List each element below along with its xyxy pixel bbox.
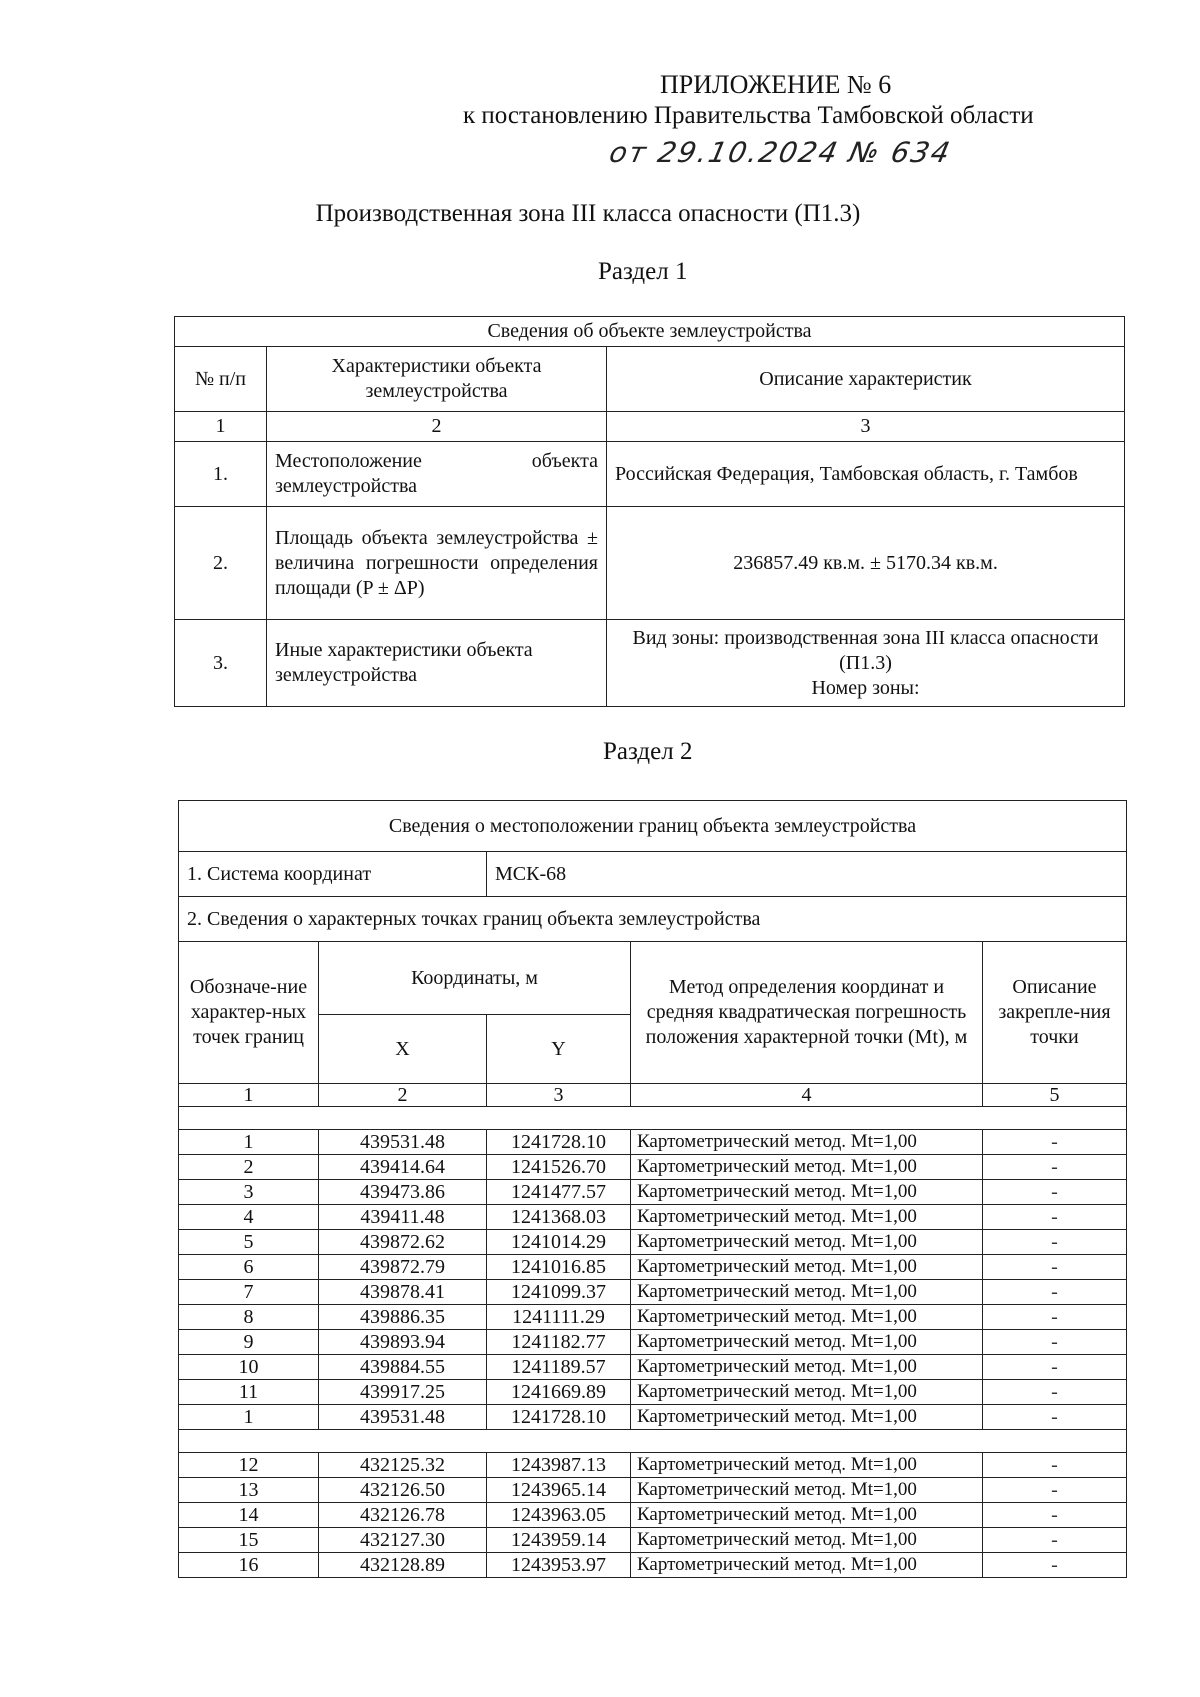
point-description: - bbox=[983, 1130, 1127, 1155]
section2-title: Раздел 2 bbox=[603, 738, 693, 765]
point-method: Картометрический метод. Mt=1,00 bbox=[631, 1553, 983, 1578]
group-separator-row bbox=[179, 1430, 1127, 1453]
point-method: Картометрический метод. Mt=1,00 bbox=[631, 1230, 983, 1255]
col-number: 3 bbox=[487, 1084, 631, 1107]
row-characteristic: Площадь объекта землеустройства ± величина погрешности определения площади (P ± ΔP) bbox=[267, 507, 607, 620]
zone-type: Вид зоны: производственная зона III класса опасности (П1.3) bbox=[632, 626, 1099, 674]
table-row bbox=[179, 1155, 1127, 1180]
point-description: - bbox=[983, 1478, 1127, 1503]
point-description: - bbox=[983, 1280, 1127, 1305]
group-separator bbox=[179, 1107, 1127, 1130]
point-x: 439473.86 bbox=[319, 1180, 487, 1205]
point-x: 439872.79 bbox=[319, 1255, 487, 1280]
point-y: 1241014.29 bbox=[487, 1230, 631, 1255]
point-x: 432125.32 bbox=[319, 1453, 487, 1478]
point-description: - bbox=[983, 1405, 1127, 1430]
point-x: 439411.48 bbox=[319, 1205, 487, 1230]
point-x: 439917.25 bbox=[319, 1380, 487, 1405]
table-row bbox=[179, 1405, 1127, 1430]
point-method: Картометрический метод. Mt=1,00 bbox=[631, 1478, 983, 1503]
point-designation: 1 bbox=[179, 1130, 319, 1155]
land-object-table bbox=[174, 316, 1125, 707]
point-description: - bbox=[983, 1453, 1127, 1478]
group-separator bbox=[179, 1430, 1127, 1453]
col-number: 2 bbox=[267, 412, 607, 442]
point-designation: 14 bbox=[179, 1503, 319, 1528]
col-number: 3 bbox=[607, 412, 1125, 442]
header-method: Метод определения координат и средняя квадратическая погрешность положения характерной точки (Mt), м bbox=[631, 942, 983, 1084]
point-description: - bbox=[983, 1205, 1127, 1230]
point-y: 1243963.05 bbox=[487, 1503, 631, 1528]
point-y: 1241189.57 bbox=[487, 1355, 631, 1380]
point-method: Картометрический метод. Mt=1,00 bbox=[631, 1255, 983, 1280]
row-number: 1. bbox=[175, 442, 267, 507]
section1-title: Раздел 1 bbox=[598, 258, 688, 285]
table-row bbox=[175, 507, 1125, 620]
point-method: Картометрический метод. Mt=1,00 bbox=[631, 1205, 983, 1230]
row-number: 2. bbox=[175, 507, 267, 620]
table-row bbox=[179, 1355, 1127, 1380]
point-method: Картометрический метод. Mt=1,00 bbox=[631, 1355, 983, 1380]
table-row bbox=[179, 1553, 1127, 1578]
table-row bbox=[179, 1478, 1127, 1503]
point-designation: 6 bbox=[179, 1255, 319, 1280]
point-y: 1243965.14 bbox=[487, 1478, 631, 1503]
point-y: 1241477.57 bbox=[487, 1180, 631, 1205]
table-row bbox=[179, 1305, 1127, 1330]
table-row bbox=[175, 442, 1125, 507]
point-x: 439414.64 bbox=[319, 1155, 487, 1180]
point-y: 1243953.97 bbox=[487, 1553, 631, 1578]
row-characteristic: Иные характеристики объекта землеустройства bbox=[267, 620, 607, 707]
table-row bbox=[179, 1255, 1127, 1280]
point-designation: 8 bbox=[179, 1305, 319, 1330]
point-y: 1241526.70 bbox=[487, 1155, 631, 1180]
point-method: Картометрический метод. Mt=1,00 bbox=[631, 1280, 983, 1305]
point-method: Картометрический метод. Mt=1,00 bbox=[631, 1405, 983, 1430]
table-row bbox=[179, 1503, 1127, 1528]
point-x: 439886.35 bbox=[319, 1305, 487, 1330]
header-y: Y bbox=[487, 1015, 631, 1084]
point-method: Картометрический метод. Mt=1,00 bbox=[631, 1528, 983, 1553]
decree-reference: к постановлению Правительства Тамбовской области bbox=[463, 102, 1034, 129]
point-description: - bbox=[983, 1330, 1127, 1355]
point-y: 1241099.37 bbox=[487, 1280, 631, 1305]
point-designation: 5 bbox=[179, 1230, 319, 1255]
point-x: 439531.48 bbox=[319, 1405, 487, 1430]
point-x: 432126.78 bbox=[319, 1503, 487, 1528]
row-description: Российская Федерация, Тамбовская область, г. Тамбов bbox=[607, 442, 1125, 507]
point-method: Картометрический метод. Mt=1,00 bbox=[631, 1503, 983, 1528]
point-y: 1243959.14 bbox=[487, 1528, 631, 1553]
zone-title: Производственная зона III класса опасности (П1.3) bbox=[315, 200, 861, 227]
point-description: - bbox=[983, 1528, 1127, 1553]
point-method: Картометрический метод. Mt=1,00 bbox=[631, 1180, 983, 1205]
point-description: - bbox=[983, 1255, 1127, 1280]
header-characteristics: Характеристики объекта землеустройства bbox=[267, 347, 607, 412]
table-row bbox=[179, 1380, 1127, 1405]
header-x: X bbox=[319, 1015, 487, 1084]
header-point-description: Описание закрепле-ния точки bbox=[983, 942, 1127, 1084]
point-x: 432128.89 bbox=[319, 1553, 487, 1578]
column-number-row bbox=[175, 412, 1125, 442]
coord-system-row bbox=[179, 852, 1127, 897]
point-x: 439884.55 bbox=[319, 1355, 487, 1380]
col-number: 2 bbox=[319, 1084, 487, 1107]
group-separator-row bbox=[179, 1107, 1127, 1130]
boundary-points-table bbox=[178, 800, 1127, 1578]
row-description bbox=[607, 620, 1125, 707]
points-title: 2. Сведения о характерных точках границ объекта землеустройства bbox=[179, 897, 1127, 942]
col-number: 4 bbox=[631, 1084, 983, 1107]
point-y: 1241728.10 bbox=[487, 1405, 631, 1430]
point-method: Картометрический метод. Mt=1,00 bbox=[631, 1305, 983, 1330]
table-row bbox=[179, 1528, 1127, 1553]
point-designation: 7 bbox=[179, 1280, 319, 1305]
table-row bbox=[179, 1180, 1127, 1205]
header-description: Описание характеристик bbox=[607, 347, 1125, 412]
point-designation: 3 bbox=[179, 1180, 319, 1205]
point-method: Картометрический метод. Mt=1,00 bbox=[631, 1155, 983, 1180]
point-description: - bbox=[983, 1503, 1127, 1528]
table-row bbox=[179, 1205, 1127, 1230]
row-description: 236857.49 кв.м. ± 5170.34 кв.м. bbox=[607, 507, 1125, 620]
table-title-row bbox=[175, 317, 1125, 347]
point-description: - bbox=[983, 1355, 1127, 1380]
table-row bbox=[179, 1280, 1127, 1305]
point-designation: 12 bbox=[179, 1453, 319, 1478]
point-x: 432126.50 bbox=[319, 1478, 487, 1503]
point-y: 1241728.10 bbox=[487, 1130, 631, 1155]
point-designation: 13 bbox=[179, 1478, 319, 1503]
col-number: 5 bbox=[983, 1084, 1127, 1107]
coord-system-value: МСК-68 bbox=[487, 852, 1127, 897]
header-coordinates: Координаты, м bbox=[319, 942, 631, 1015]
table-row bbox=[179, 1453, 1127, 1478]
column-number-row bbox=[179, 1084, 1127, 1107]
point-description: - bbox=[983, 1230, 1127, 1255]
point-designation: 15 bbox=[179, 1528, 319, 1553]
point-designation: 9 bbox=[179, 1330, 319, 1355]
point-y: 1241368.03 bbox=[487, 1205, 631, 1230]
appendix-number: ПРИЛОЖЕНИЕ № 6 bbox=[660, 70, 892, 99]
point-description: - bbox=[983, 1305, 1127, 1330]
point-x: 439878.41 bbox=[319, 1280, 487, 1305]
point-x: 432127.30 bbox=[319, 1528, 487, 1553]
header-row bbox=[179, 942, 1127, 1015]
point-description: - bbox=[983, 1380, 1127, 1405]
handwritten-date-number: от 29.10.2024 № 634 bbox=[606, 136, 955, 169]
table-row bbox=[179, 1130, 1127, 1155]
point-designation: 1 bbox=[179, 1405, 319, 1430]
col-number: 1 bbox=[179, 1084, 319, 1107]
coord-system-label: 1. Система координат bbox=[179, 852, 487, 897]
point-designation: 4 bbox=[179, 1205, 319, 1230]
land-object-table-title: Сведения об объекте землеустройства bbox=[175, 317, 1125, 347]
point-description: - bbox=[983, 1180, 1127, 1205]
point-designation: 16 bbox=[179, 1553, 319, 1578]
point-description: - bbox=[983, 1553, 1127, 1578]
table-row bbox=[175, 620, 1125, 707]
point-x: 439872.62 bbox=[319, 1230, 487, 1255]
point-method: Картометрический метод. Mt=1,00 bbox=[631, 1130, 983, 1155]
point-method: Картометрический метод. Mt=1,00 bbox=[631, 1330, 983, 1355]
point-description: - bbox=[983, 1155, 1127, 1180]
point-x: 439531.48 bbox=[319, 1130, 487, 1155]
row-characteristic: Местоположение объекта землеустройства bbox=[267, 442, 607, 507]
row-number: 3. bbox=[175, 620, 267, 707]
point-x: 439893.94 bbox=[319, 1330, 487, 1355]
col-number: 1 bbox=[175, 412, 267, 442]
point-y: 1241669.89 bbox=[487, 1380, 631, 1405]
point-designation: 11 bbox=[179, 1380, 319, 1405]
header-designation: Обозначе-ние характер-ных точек границ bbox=[179, 942, 319, 1084]
boundary-table-title: Сведения о местоположении границ объекта землеустройства bbox=[179, 801, 1127, 852]
table-row bbox=[179, 1230, 1127, 1255]
header-number: № п/п bbox=[175, 347, 267, 412]
table-title-row bbox=[179, 801, 1127, 852]
point-method: Картометрический метод. Mt=1,00 bbox=[631, 1453, 983, 1478]
table-row bbox=[179, 1330, 1127, 1355]
point-designation: 2 bbox=[179, 1155, 319, 1180]
point-y: 1243987.13 bbox=[487, 1453, 631, 1478]
point-y: 1241111.29 bbox=[487, 1305, 631, 1330]
point-method: Картометрический метод. Mt=1,00 bbox=[631, 1380, 983, 1405]
table-header-row bbox=[175, 347, 1125, 412]
points-title-row bbox=[179, 897, 1127, 942]
point-y: 1241016.85 bbox=[487, 1255, 631, 1280]
zone-number-label: Номер зоны: bbox=[811, 676, 920, 699]
point-y: 1241182.77 bbox=[487, 1330, 631, 1355]
point-designation: 10 bbox=[179, 1355, 319, 1380]
